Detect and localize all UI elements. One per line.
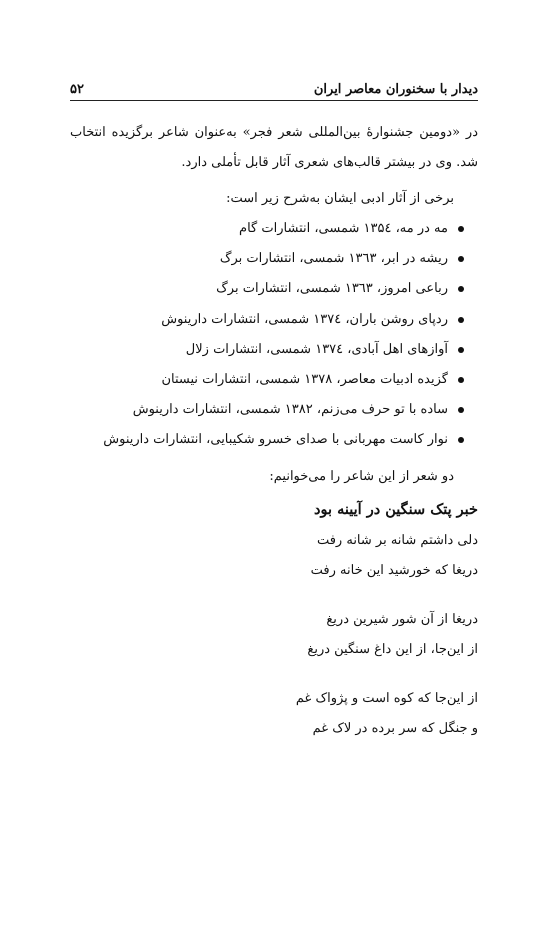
page-body — [70, 118, 478, 763]
bullet-icon — [458, 226, 464, 232]
works-intro: برخی از آثار ادبی ایشان به‌شرح زیر است: — [226, 191, 454, 206]
work-label: ساده با تو حرف می‌زنم، ۱۳۸۲ شمسی، انتشارات دارینوش — [132, 402, 448, 418]
poem-intro: دو شعر از این شاعر را می‌خوانیم: — [269, 468, 454, 484]
bullet-icon — [458, 256, 464, 262]
poem-title: خبر پتک سنگین در آیینه بود — [314, 500, 478, 518]
work-label: نوار کاست مهربانی با صدای خسرو شکیبایی، انتشارات دارینوش — [103, 432, 448, 448]
work-label: ردپای روشن باران، ۱۳۷٤ شمسی، انتشارات دارینوش — [161, 311, 448, 327]
work-label: رباعی امروز، ۱۳٦۳ شمسی، انتشارات برگ — [216, 281, 448, 297]
poem-stanza — [70, 605, 478, 665]
list-item — [70, 305, 464, 335]
list-item — [70, 425, 464, 455]
bullet-icon — [458, 407, 464, 413]
work-label: آوازهای اهل آبادی، ۱۳۷٤ شمسی، انتشارات زلال — [185, 341, 448, 357]
page-header — [70, 80, 478, 101]
list-item — [70, 365, 464, 395]
list-item — [70, 244, 464, 274]
list-item — [70, 335, 464, 365]
bullet-icon — [458, 286, 464, 292]
work-label: مه در مه، ۱۳۵٤ شمسی، انتشارات گام — [239, 221, 448, 236]
bullet-icon — [458, 347, 464, 353]
poem-verse: دریغا از آن شور شیرین دریغ — [326, 611, 478, 627]
poem-stanza — [70, 684, 478, 744]
running-title: دیدار با سخنوران معاصر ایران — [313, 82, 478, 97]
works-list — [70, 214, 478, 456]
poem-verse: و جنگل که سر برده در لاک غم — [312, 720, 478, 736]
bullet-icon — [458, 437, 464, 443]
bullet-icon — [458, 317, 464, 323]
body-paragraph: در «دومین جشنوارهٔ بین‌المللی شعر فجر» به‌عنوان شاعر برگزیده انتخاب شد. وی در بیشتر قالب‌های شعری آثار قابل تأملی دارد. — [70, 125, 478, 170]
poem-verse: دریغا که خورشید این خانه رفت — [310, 562, 478, 578]
poem-stanza — [70, 526, 478, 586]
list-item — [70, 395, 464, 425]
work-label: گزیده ادبیات معاصر، ۱۳۷۸ شمسی، انتشارات نیستان — [161, 372, 448, 388]
list-item — [70, 274, 464, 304]
bullet-icon — [458, 377, 464, 383]
poem-verse: دلی داشتم شانه بر شانه رفت — [316, 532, 478, 548]
poem-verse: از این‌جا، از این داغ سنگین دریغ — [307, 641, 478, 657]
poem-verse: از این‌جا که کوه است و پژواک غم — [295, 690, 478, 706]
page-number: ۵۲ — [70, 82, 84, 97]
list-item — [70, 214, 464, 244]
work-label: ریشه در ابر، ۱۳٦۳ شمسی، انتشارات برگ — [219, 251, 448, 267]
